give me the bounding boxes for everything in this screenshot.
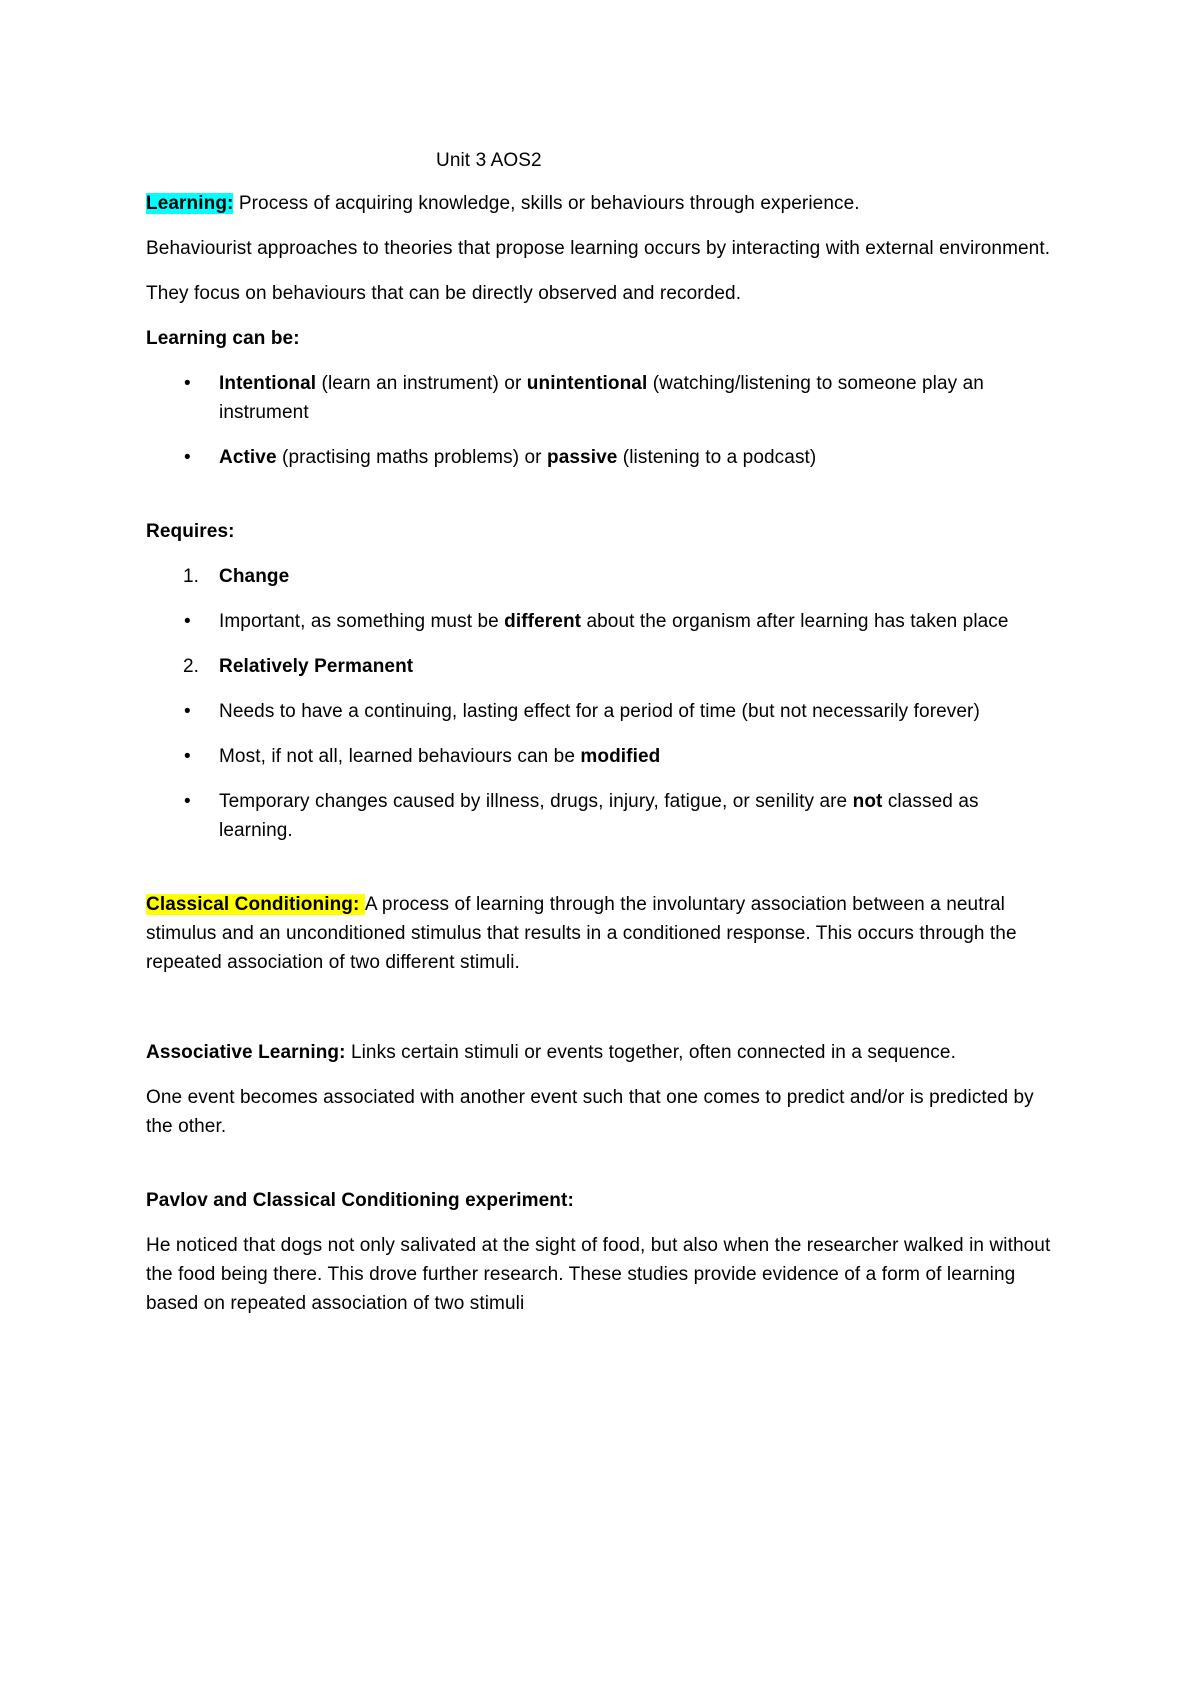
learning-types-list — [146, 369, 1056, 472]
list-item-text: (watching/listening to someone play an instrument — [219, 373, 984, 423]
list-item-text: Most, if not all, learned behaviours can be — [219, 746, 581, 767]
spacer — [146, 993, 1056, 1038]
list-item — [146, 742, 1056, 771]
associative-learning-text: Links certain stimuli or events together, often connected in a sequence. — [345, 1042, 956, 1063]
list-item-text: Needs to have a continuing, lasting effect for a period of time (but not necessarily forever) — [219, 701, 980, 722]
bullet-marker: • — [184, 746, 191, 767]
pavlov-heading: Pavlov and Classical Conditioning experiment: — [146, 1190, 574, 1211]
bullet-marker: • — [184, 373, 191, 394]
numbered-item-label: Change — [219, 566, 290, 587]
number-marker: 1. — [183, 566, 200, 587]
list-item-text: (learn an instrument) or — [316, 373, 527, 394]
list-item-bold: Intentional — [219, 373, 317, 394]
list-item-bold: Active — [219, 447, 277, 468]
numbered-item-permanent — [146, 652, 1056, 681]
bullet-marker: • — [184, 447, 191, 468]
classical-conditioning-term: Classical Conditioning: — [146, 894, 365, 915]
classical-conditioning-text: A process of learning through the involuntary association between a neutral stimulus and an unconditioned stimulus that results in a conditioned response. This occurs through the repeated association of two different stimuli. — [146, 894, 1017, 973]
permanent-bullets — [146, 697, 1056, 845]
focus-paragraph: They focus on behaviours that can be directly observed and recorded. — [146, 283, 742, 304]
list-item-bold: different — [504, 611, 582, 632]
learning-definition — [146, 189, 1056, 218]
spacer — [146, 861, 1056, 890]
list-item-bold: unintentional — [526, 373, 648, 394]
behaviourist-paragraph: Behaviourist approaches to theories that propose learning occurs by interacting with external environment. — [146, 238, 1051, 259]
numbered-item-change — [146, 562, 1056, 591]
change-bullets — [146, 607, 1056, 636]
requires-list — [146, 562, 1056, 591]
pavlov-paragraph: He noticed that dogs not only salivated at the sight of food, but also when the researcher walked in without the food being there. This drove further research. These studies provide evidence of a form of learning based on repeated association of two stimuli — [146, 1235, 1051, 1314]
list-item-text: about the organism after learning has taken place — [581, 611, 1009, 632]
bullet-marker: • — [184, 791, 191, 812]
list-item-bold: passive — [546, 447, 618, 468]
numbered-item-label: Relatively Permanent — [219, 656, 414, 677]
associative-learning-term: Associative Learning: — [146, 1042, 346, 1063]
bullet-marker: • — [184, 611, 191, 632]
list-item — [146, 369, 1056, 427]
spacer — [146, 488, 1056, 517]
document-title: Unit 3 AOS2 — [436, 150, 542, 171]
learning-definition-text: Process of acquiring knowledge, skills or behaviours through experience. — [233, 193, 860, 214]
list-item — [146, 787, 1056, 845]
requires-heading: Requires: — [146, 521, 235, 542]
classical-conditioning-definition — [146, 890, 1056, 977]
list-item-text: (practising maths problems) or — [276, 447, 547, 468]
list-item-text: classed as learning. — [219, 791, 979, 841]
spacer — [146, 1157, 1056, 1186]
associative-learning-definition — [146, 1038, 1056, 1067]
list-item-text: Temporary changes caused by illness, drugs, injury, fatigue, or senility are — [219, 791, 853, 812]
list-item-text: Important, as something must be — [219, 611, 505, 632]
list-item — [146, 443, 1056, 472]
list-item — [146, 697, 1056, 726]
number-marker: 2. — [183, 656, 200, 677]
list-item-text: (listening to a podcast) — [617, 447, 817, 468]
list-item-bold: not — [852, 791, 883, 812]
document-body — [146, 146, 1056, 1334]
associative-learning-extra: One event becomes associated with another event such that one comes to predict and/or is predicted by the other. — [146, 1087, 1034, 1137]
requires-list-continued — [146, 652, 1056, 681]
learning-can-be-heading: Learning can be: — [146, 328, 300, 349]
bullet-marker: • — [184, 701, 191, 722]
learning-term: Learning: — [146, 193, 234, 214]
list-item — [146, 607, 1056, 636]
list-item-bold: modified — [580, 746, 661, 767]
